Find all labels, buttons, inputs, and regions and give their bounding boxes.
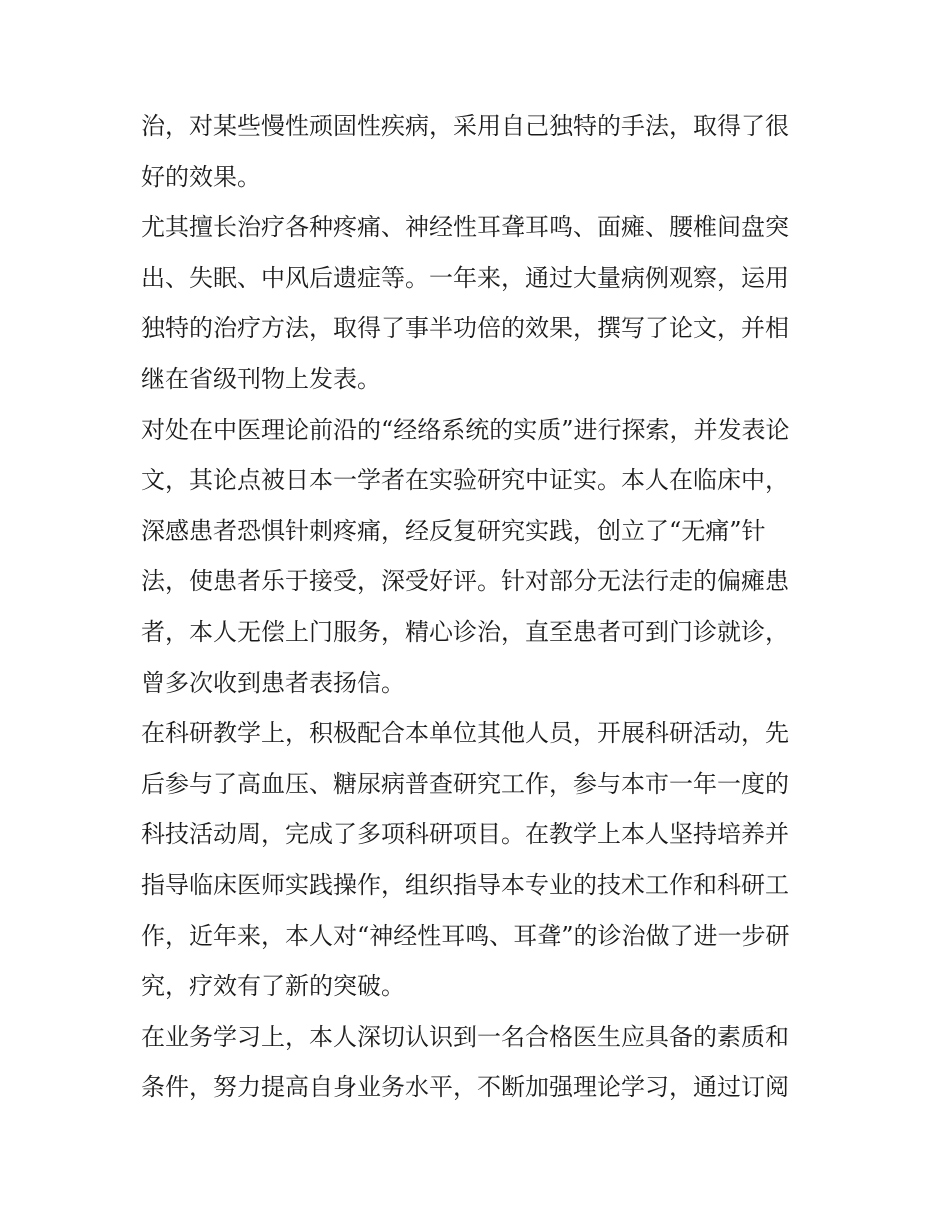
text-line: 继在省级刊物上发表。 xyxy=(141,364,381,393)
text-line: 科技活动周，完成了多项科研项目。在教学上本人坚持培养并 xyxy=(141,820,789,849)
text-line: 在业务学习上，本人深切认识到一名合格医生应具备的素质和 xyxy=(141,1022,789,1051)
text-line: 深感患者恐惧针刺疼痛，经反复研究实践，创立了“无痛”针 xyxy=(141,516,766,545)
text-line: 出、失眠、中风后遗症等。一年来，通过大量病例观察，运用 xyxy=(141,263,789,292)
text-line: 在科研教学上，积极配合本单位其他人员，开展科研活动，先 xyxy=(141,719,789,748)
text-line: 好的效果。 xyxy=(141,162,261,191)
text-line: 曾多次收到患者表扬信。 xyxy=(141,668,405,697)
text-line: 法，使患者乐于接受，深受好评。针对部分无法行走的偏瘫患 xyxy=(141,567,789,596)
text-line: 条件，努力提高自身业务水平，不断加强理论学习，通过订阅 xyxy=(141,1073,789,1102)
text-line: 对处在中医理论前沿的“经络系统的实质”进行探索，并发表论 xyxy=(141,415,790,444)
text-line: 作，近年来，本人对“神经性耳鸣、耳聋”的诊治做了进一步研 xyxy=(141,921,790,950)
text-line: 治，对某些慢性顽固性疾病，采用自己独特的手法，取得了很 xyxy=(141,112,789,140)
text-line: 者，本人无偿上门服务，精心诊治，直至患者可到门诊就诊， xyxy=(141,617,789,646)
text-line: 后参与了高血压、糖尿病普查研究工作，参与本市一年一度的 xyxy=(141,769,789,798)
text-line: 独特的治疗方法，取得了事半功倍的效果，撰写了论文，并相 xyxy=(141,314,789,343)
text-line: 究，疗效有了新的突破。 xyxy=(141,972,405,1001)
text-line: 尤其擅长治疗各种疼痛、神经性耳聋耳鸣、面瘫、腰椎间盘突 xyxy=(141,213,789,242)
text-line: 指导临床医师实践操作，组织指导本专业的技术工作和科研工 xyxy=(141,870,789,899)
text-line: 文，其论点被日本一学者在实验研究中证实。本人在临床中， xyxy=(141,466,789,495)
document-body xyxy=(141,101,831,1113)
